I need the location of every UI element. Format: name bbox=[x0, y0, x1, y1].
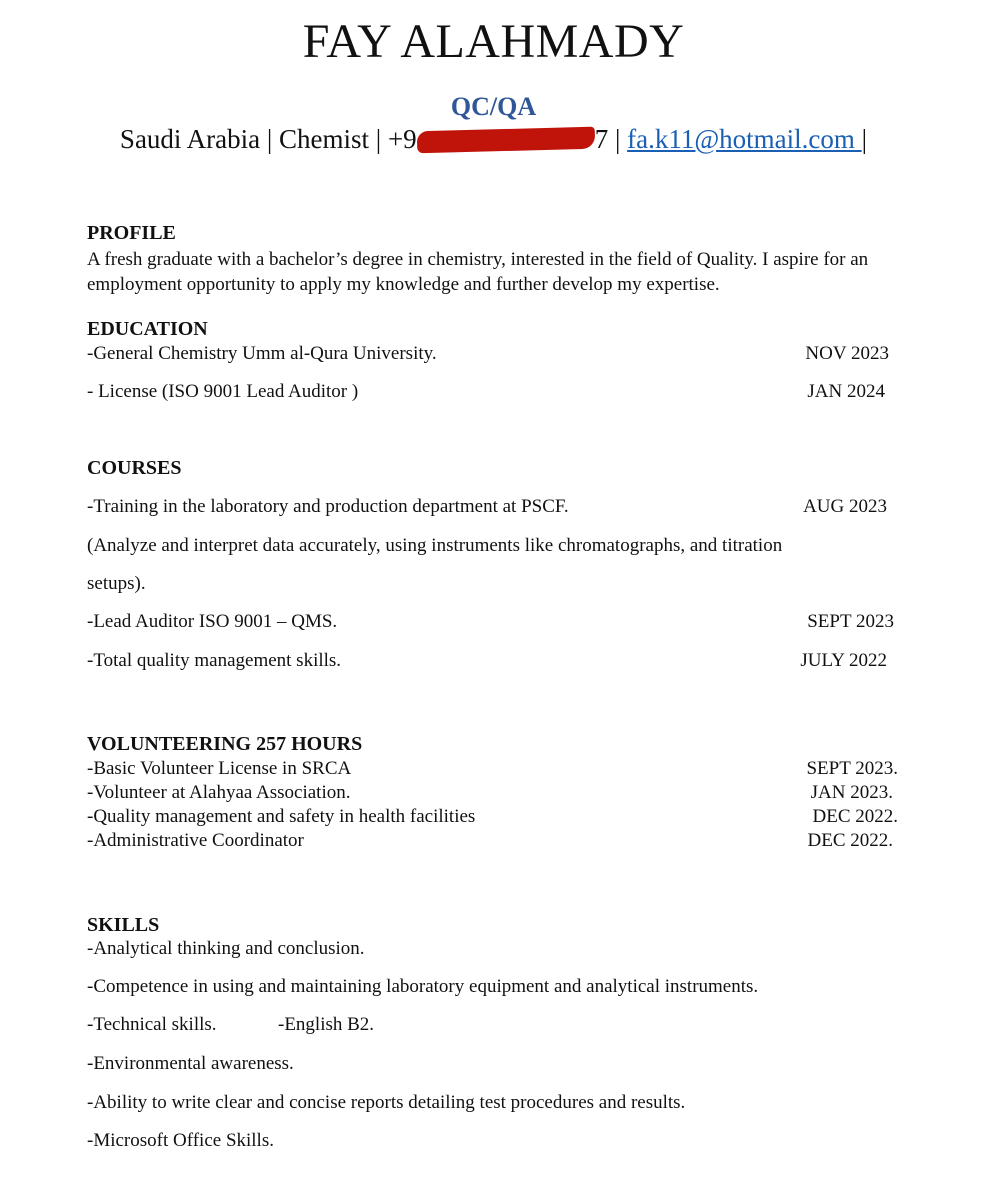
education-heading: EDUCATION bbox=[87, 318, 208, 340]
skill-item: -Ability to write clear and concise reports detailing test procedures and results. bbox=[87, 1092, 686, 1113]
education-item-date: JAN 2024 bbox=[807, 381, 885, 402]
contact-after-redaction: 7 | bbox=[594, 124, 628, 154]
job-title: QC/QA bbox=[450, 92, 537, 121]
volunteer-item-text: -Volunteer at Alahyaa Association. bbox=[87, 782, 351, 803]
volunteer-item-text: -Administrative Coordinator bbox=[87, 830, 304, 851]
education-item-text: -General Chemistry Umm al-Qura University. bbox=[87, 343, 437, 364]
course-item-text: -Total quality management skills. bbox=[87, 650, 342, 671]
skill-item: -Environmental awareness. bbox=[87, 1053, 294, 1074]
course-note-line: setups). bbox=[87, 573, 146, 594]
volunteer-item-text: -Quality management and safety in health facilities bbox=[87, 806, 476, 827]
skill-item: -Analytical thinking and conclusion. bbox=[87, 938, 365, 959]
education-item-date: NOV 2023 bbox=[805, 343, 889, 364]
skills-heading: SKILLS bbox=[87, 914, 160, 936]
course-item-text: -Lead Auditor ISO 9001 – QMS. bbox=[87, 611, 338, 632]
volunteer-item-date: DEC 2022. bbox=[807, 830, 893, 851]
course-item-date: AUG 2023 bbox=[803, 496, 887, 517]
contact-suffix: | bbox=[861, 124, 868, 154]
volunteer-item-text: -Basic Volunteer License in SRCA bbox=[87, 758, 352, 779]
skill-item: -English B2. bbox=[278, 1014, 375, 1035]
volunteer-item-date: JAN 2023. bbox=[810, 782, 893, 803]
skill-item: -Technical skills. bbox=[87, 1014, 217, 1035]
courses-heading: COURSES bbox=[87, 457, 182, 479]
course-item-date: JULY 2022 bbox=[800, 650, 887, 671]
contact-prefix: Saudi Arabia | Chemist | +9 bbox=[119, 124, 417, 154]
email-link[interactable]: fa.k11@hotmail.com bbox=[627, 124, 862, 154]
contact-line bbox=[0, 124, 987, 155]
resume-name: FAY ALAHMADY bbox=[302, 15, 685, 68]
volunteering-heading: VOLUNTEERING 257 HOURS bbox=[87, 733, 363, 755]
redacted-phone-mark bbox=[416, 127, 595, 154]
skill-item: -Microsoft Office Skills. bbox=[87, 1130, 274, 1151]
volunteer-item-date: SEPT 2023. bbox=[806, 758, 898, 779]
education-item-text: - License (ISO 9001 Lead Auditor ) bbox=[87, 381, 359, 402]
course-item-text: -Training in the laboratory and production department at PSCF. bbox=[87, 496, 569, 517]
course-note-line: (Analyze and interpret data accurately, using instruments like chromatographs, and titration bbox=[87, 535, 783, 556]
skill-item: -Competence in using and maintaining laboratory equipment and analytical instruments. bbox=[87, 976, 759, 997]
course-item-date: SEPT 2023 bbox=[807, 611, 894, 632]
profile-heading: PROFILE bbox=[87, 222, 176, 244]
volunteer-item-date: DEC 2022. bbox=[812, 806, 898, 827]
profile-text: A fresh graduate with a bachelor’s degree in chemistry, interested in the field of Quality. I aspire for an employment opportunity to apply my knowledge and further develop my expertise. bbox=[87, 249, 869, 295]
